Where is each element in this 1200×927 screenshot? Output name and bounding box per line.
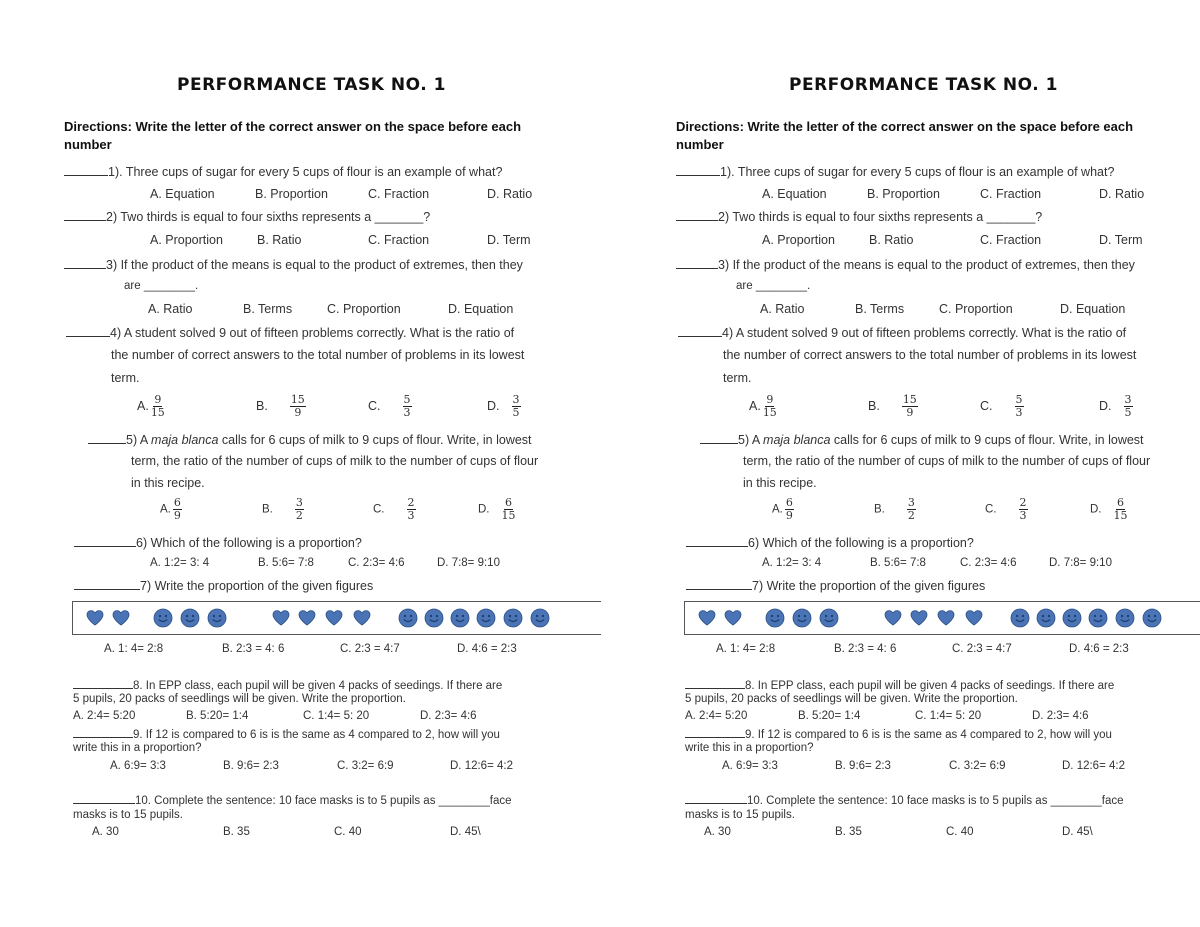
question-8-line2: 5 pupils, 20 packs of seedlings will be given. Write the proportion. — [73, 693, 406, 705]
q8-choice-a: A. 2:4= 5:20 — [685, 710, 748, 722]
smiley-icon — [153, 608, 173, 628]
q10-choice-c: C. 40 — [946, 826, 974, 838]
q6-choice-b: B. 5:6= 7:8 — [870, 557, 926, 569]
answer-blank-9[interactable] — [73, 726, 133, 738]
answer-blank-3[interactable] — [64, 257, 106, 269]
q7-choice-c: C. 2:3 = 4:7 — [952, 643, 1012, 655]
q4-choice-c: C. $\frac{5}{3}$ — [368, 393, 411, 419]
answer-blank-10[interactable] — [73, 792, 135, 804]
fraction: $\frac{9}{15}$ — [150, 393, 165, 419]
question-7-text: 7) Write the proportion of the given figures — [140, 579, 374, 593]
q10-choice-d: D. 45\ — [1062, 826, 1093, 838]
question-6 — [74, 535, 362, 550]
q4-choice-d: D. $\frac{3}{5}$ — [487, 393, 520, 419]
q1-choice-d: D. Ratio — [1099, 187, 1145, 201]
fraction: $\frac{6}{9}$ — [173, 496, 181, 522]
q8-choice-a: A. 2:4= 5:20 — [73, 710, 136, 722]
heart-icon — [271, 608, 291, 628]
q5-choice-a: A. $\frac{6}{9}$ — [160, 496, 181, 522]
question-7 — [686, 578, 985, 593]
question-4-text: 4) A student solved 9 out of fifteen problems correctly. What is the ratio of — [110, 326, 515, 340]
fraction: $\frac{3}{5}$ — [512, 393, 520, 419]
q9-choice-b: B. 9:6= 2:3 — [223, 760, 279, 772]
q1-choice-c: C. Fraction — [980, 187, 1042, 201]
question-9-line2: write this in a proportion? — [73, 742, 202, 754]
answer-blank-7[interactable] — [686, 578, 752, 590]
heart-icon — [909, 608, 929, 628]
fraction: $\frac{5}{3}$ — [1015, 393, 1023, 419]
figure-strip — [72, 601, 601, 635]
question-10-text: 10. Complete the sentence: 10 face masks is to 5 pupils as ________face — [747, 795, 1124, 807]
figure-icons — [73, 602, 601, 634]
q2-choice-a: A. Proportion — [150, 233, 223, 247]
smiley-icon — [1142, 608, 1162, 628]
question-10-text: 10. Complete the sentence: 10 face masks is to 5 pupils as ________face — [135, 795, 512, 807]
heart-icon — [352, 608, 372, 628]
q9-choice-d: D. 12:6= 4:2 — [1062, 760, 1125, 772]
fraction: $\frac{6}{15}$ — [501, 496, 516, 522]
question-5: 5) A maja blanca calls for 6 cups of milk to 9 cups of flour. Write, in lowest — [88, 432, 532, 447]
question-4 — [66, 325, 514, 340]
q6-choice-c: C. 2:3= 4:6 — [960, 557, 1017, 569]
answer-blank-1[interactable] — [64, 164, 108, 176]
q1-choice-a: A. Equation — [762, 187, 827, 201]
question-3-text: 3) If the product of the means is equal to the product of extremes, then they — [106, 258, 523, 272]
question-6-text: 6) Which of the following is a proportion? — [136, 536, 362, 550]
answer-blank-5[interactable] — [700, 432, 738, 444]
smiley-icon — [1010, 608, 1030, 628]
heart-icon — [324, 608, 344, 628]
q6-choice-a: A. 1:2= 3: 4 — [150, 557, 210, 569]
question-9 — [73, 726, 500, 741]
q8-choice-d: D. 2:3= 4:6 — [420, 710, 477, 722]
fraction: $\frac{5}{3}$ — [403, 393, 411, 419]
question-8-text: 8. In EPP class, each pupil will be given 4 packs of seedings. If there are — [133, 680, 503, 692]
q3-choice-d: D. Equation — [1060, 302, 1126, 316]
q1-choice-c: C. Fraction — [368, 187, 430, 201]
q3-choice-d: D. Equation — [448, 302, 514, 316]
smiley-icon — [1062, 608, 1082, 628]
recipe-name: maja blanca — [763, 433, 831, 447]
question-5: 5) A maja blanca calls for 6 cups of milk to 9 cups of flour. Write, in lowest — [700, 432, 1144, 447]
question-5-line3: in this recipe. — [131, 476, 205, 490]
heart-icon — [936, 608, 956, 628]
fraction: $\frac{2}{3}$ — [1019, 496, 1027, 522]
fraction: $\frac{2}{3}$ — [407, 496, 415, 522]
q4-choice-c: C. $\frac{5}{3}$ — [980, 393, 1023, 419]
question-3 — [64, 257, 523, 272]
page-title: PERFORMANCE TASK NO. 1 — [177, 75, 446, 95]
smiley-icon — [450, 608, 470, 628]
q3-choice-a: A. Ratio — [148, 302, 193, 316]
question-1-text: 1). Three cups of sugar for every 5 cups of flour is an example of what? — [108, 165, 503, 179]
q3-choice-b: B. Terms — [243, 302, 293, 316]
answer-blank-5[interactable] — [88, 432, 126, 444]
question-6-text: 6) Which of the following is a proportion? — [748, 536, 974, 550]
smiley-icon — [476, 608, 496, 628]
q9-choice-a: A. 6:9= 3:3 — [722, 760, 778, 772]
q5-choice-d: D. $\frac{6}{15}$ — [478, 496, 516, 522]
q6-choice-b: B. 5:6= 7:8 — [258, 557, 314, 569]
q2-choice-b: B. Ratio — [257, 233, 302, 247]
answer-blank-2[interactable] — [64, 209, 106, 221]
answer-blank-7[interactable] — [74, 578, 140, 590]
q1-choice-b: B. Proportion — [255, 187, 328, 201]
q1-choice-a: A. Equation — [150, 187, 215, 201]
smiley-icon — [765, 608, 785, 628]
smiley-icon — [1088, 608, 1108, 628]
smiley-icon — [503, 608, 523, 628]
question-4-line3: term. — [111, 371, 140, 385]
q3-choice-b: B. Terms — [855, 302, 905, 316]
q2-choice-b: B. Ratio — [869, 233, 914, 247]
q1-choice-d: D. Ratio — [487, 187, 533, 201]
q8-choice-b: B. 5:20= 1:4 — [798, 710, 861, 722]
q2-choice-d: D. Term — [487, 233, 531, 247]
q10-choice-a: A. 30 — [704, 826, 731, 838]
question-7-text: 7) Write the proportion of the given figures — [752, 579, 986, 593]
q10-choice-c: C. 40 — [334, 826, 362, 838]
recipe-name: maja blanca — [151, 433, 219, 447]
q9-choice-c: C. 3:2= 6:9 — [337, 760, 394, 772]
answer-blank-4[interactable] — [678, 325, 722, 337]
question-5-line2: term, the ratio of the number of cups of milk to the number of cups of flour — [743, 454, 1151, 468]
question-3-line2: are ________. — [736, 280, 811, 292]
question-10 — [73, 792, 512, 807]
heart-icon — [111, 608, 131, 628]
q4-choice-d: D. $\frac{3}{5}$ — [1099, 393, 1132, 419]
question-9-line2: write this in a proportion? — [685, 742, 814, 754]
q4-choice-a: A. $\frac{9}{15}$ — [137, 393, 165, 419]
fraction: $\frac{6}{15}$ — [1113, 496, 1128, 522]
smiley-icon — [1115, 608, 1135, 628]
q6-choice-c: C. 2:3= 4:6 — [348, 557, 405, 569]
q2-choice-c: C. Fraction — [368, 233, 430, 247]
smiley-icon — [207, 608, 227, 628]
page-title: PERFORMANCE TASK NO. 1 — [789, 75, 1058, 95]
q10-choice-b: B. 35 — [223, 826, 250, 838]
q1-choice-b: B. Proportion — [867, 187, 940, 201]
question-10 — [685, 792, 1124, 807]
question-9-text: 9. If 12 is compared to 6 is is the same as 4 compared to 2, how will you — [133, 729, 500, 741]
question-4-line2: the number of correct answers to the total number of problems in its lowest — [723, 348, 1137, 362]
q7-choice-a: A. 1: 4= 2:8 — [716, 643, 776, 655]
heart-icon — [883, 608, 903, 628]
fraction: $\frac{6}{9}$ — [785, 496, 793, 522]
question-6 — [686, 535, 974, 550]
question-10-line2: masks is to 15 pupils. — [73, 809, 183, 821]
q9-choice-b: B. 9:6= 2:3 — [835, 760, 891, 772]
q7-choice-a: A. 1: 4= 2:8 — [104, 643, 164, 655]
q7-choice-d: D. 4:6 = 2:3 — [1069, 643, 1129, 655]
q3-choice-c: C. Proportion — [939, 302, 1013, 316]
heart-icon — [964, 608, 984, 628]
q10-choice-d: D. 45\ — [450, 826, 481, 838]
question-2 — [64, 209, 430, 224]
fraction: $\frac{15}{9}$ — [902, 393, 917, 419]
question-9-text: 9. If 12 is compared to 6 is is the same as 4 compared to 2, how will you — [745, 729, 1112, 741]
q7-choice-c: C. 2:3 = 4:7 — [340, 643, 400, 655]
answer-blank-8[interactable] — [73, 677, 133, 689]
q7-choice-b: B. 2:3 = 4: 6 — [222, 643, 285, 655]
figure-strip — [684, 601, 1200, 635]
worksheet-right — [612, 0, 1200, 927]
q10-choice-a: A. 30 — [92, 826, 119, 838]
q2-choice-a: A. Proportion — [762, 233, 835, 247]
fraction: $\frac{15}{9}$ — [290, 393, 305, 419]
q5-choice-b: B. $\frac{3}{2}$ — [262, 496, 303, 522]
heart-icon — [85, 608, 105, 628]
q8-choice-c: C. 1:4= 5: 20 — [915, 710, 982, 722]
smiley-icon — [1036, 608, 1056, 628]
smiley-icon — [180, 608, 200, 628]
q9-choice-c: C. 3:2= 6:9 — [949, 760, 1006, 772]
question-4-text: 4) A student solved 9 out of fifteen problems correctly. What is the ratio of — [722, 326, 1127, 340]
q8-choice-b: B. 5:20= 1:4 — [186, 710, 249, 722]
answer-blank-2[interactable] — [676, 209, 718, 221]
fraction: $\frac{9}{15}$ — [762, 393, 777, 419]
question-8 — [73, 677, 502, 692]
q3-choice-c: C. Proportion — [327, 302, 401, 316]
question-3-line2: are ________. — [124, 280, 199, 292]
q3-choice-a: A. Ratio — [760, 302, 805, 316]
q8-choice-c: C. 1:4= 5: 20 — [303, 710, 370, 722]
question-4-line3: term. — [723, 371, 752, 385]
question-3 — [676, 257, 1135, 272]
heart-icon — [723, 608, 743, 628]
question-10-line2: masks is to 15 pupils. — [685, 809, 795, 821]
question-2-text: 2) Two thirds is equal to four sixths represents a _______? — [106, 210, 431, 224]
fraction: $\frac{3}{5}$ — [1124, 393, 1132, 419]
q6-choice-d: D. 7:8= 9:10 — [437, 557, 500, 569]
smiley-icon — [398, 608, 418, 628]
question-9 — [685, 726, 1112, 741]
question-1 — [64, 164, 502, 179]
q5-choice-a: A. $\frac{6}{9}$ — [772, 496, 793, 522]
q6-choice-d: D. 7:8= 9:10 — [1049, 557, 1112, 569]
answer-blank-10[interactable] — [685, 792, 747, 804]
q8-choice-d: D. 2:3= 4:6 — [1032, 710, 1089, 722]
heart-icon — [697, 608, 717, 628]
question-5-line2: term, the ratio of the number of cups of milk to the number of cups of flour — [131, 454, 539, 468]
answer-blank-3[interactable] — [676, 257, 718, 269]
question-4 — [678, 325, 1126, 340]
q5-choice-d: D. $\frac{6}{15}$ — [1090, 496, 1128, 522]
q4-choice-b: B. $\frac{15}{9}$ — [256, 393, 305, 419]
q10-choice-b: B. 35 — [835, 826, 862, 838]
q2-choice-c: C. Fraction — [980, 233, 1042, 247]
q6-choice-a: A. 1:2= 3: 4 — [762, 557, 822, 569]
answer-blank-8[interactable] — [685, 677, 745, 689]
q5-choice-c: C. $\frac{2}{3}$ — [985, 496, 1027, 522]
question-5-line3: in this recipe. — [743, 476, 817, 490]
q2-choice-d: D. Term — [1099, 233, 1143, 247]
smiley-icon — [424, 608, 444, 628]
heart-icon — [297, 608, 317, 628]
question-2 — [676, 209, 1042, 224]
q9-choice-d: D. 12:6= 4:2 — [450, 760, 513, 772]
answer-blank-6[interactable] — [686, 535, 748, 547]
question-7 — [74, 578, 373, 593]
question-4-line2: the number of correct answers to the total number of problems in its lowest — [111, 348, 525, 362]
fraction: $\frac{3}{2}$ — [295, 496, 303, 522]
question-2-text: 2) Two thirds is equal to four sixths represents a _______? — [718, 210, 1043, 224]
answer-blank-1[interactable] — [676, 164, 720, 176]
q4-choice-a: A. $\frac{9}{15}$ — [749, 393, 777, 419]
q7-choice-d: D. 4:6 = 2:3 — [457, 643, 517, 655]
question-8 — [685, 677, 1114, 692]
q7-choice-b: B. 2:3 = 4: 6 — [834, 643, 897, 655]
answer-blank-6[interactable] — [74, 535, 136, 547]
smiley-icon — [792, 608, 812, 628]
figure-icons — [685, 602, 1200, 634]
question-1 — [676, 164, 1114, 179]
question-8-line2: 5 pupils, 20 packs of seedlings will be given. Write the proportion. — [685, 693, 1018, 705]
q5-choice-c: C. $\frac{2}{3}$ — [373, 496, 415, 522]
smiley-icon — [819, 608, 839, 628]
q4-choice-b: B. $\frac{15}{9}$ — [868, 393, 917, 419]
directions: Directions: Write the letter of the correct answer on the space before each number — [64, 119, 522, 152]
directions: Directions: Write the letter of the correct answer on the space before each number — [676, 119, 1134, 152]
q9-choice-a: A. 6:9= 3:3 — [110, 760, 166, 772]
answer-blank-9[interactable] — [685, 726, 745, 738]
question-1-text: 1). Three cups of sugar for every 5 cups of flour is an example of what? — [720, 165, 1115, 179]
fraction: $\frac{3}{2}$ — [907, 496, 915, 522]
smiley-icon — [530, 608, 550, 628]
answer-blank-4[interactable] — [66, 325, 110, 337]
question-8-text: 8. In EPP class, each pupil will be given 4 packs of seedings. If there are — [745, 680, 1115, 692]
q5-choice-b: B. $\frac{3}{2}$ — [874, 496, 915, 522]
question-3-text: 3) If the product of the means is equal to the product of extremes, then they — [718, 258, 1135, 272]
